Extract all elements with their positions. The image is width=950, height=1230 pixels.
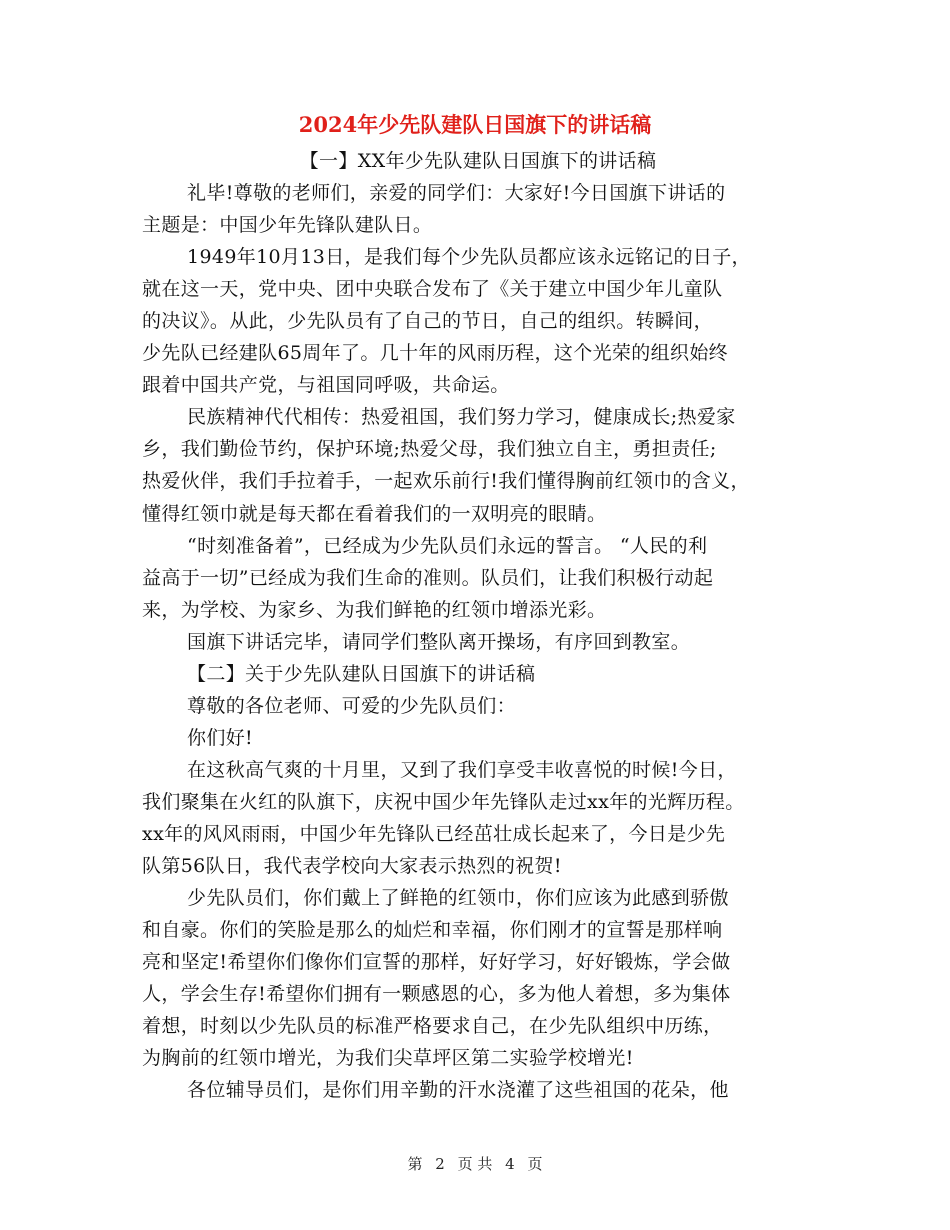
body-text-line: 热爱伙伴，我们手拉着手，一起欢乐前行!我们懂得胸前红领巾的含义，	[142, 470, 750, 493]
body-text-line: 民族精神代代相传：热爱祖国，我们努力学习，健康成长;热爱家	[187, 406, 736, 429]
page-footer	[0, 1153, 950, 1175]
body-text-line: 益高于一切”已经成为我们生命的准则。队员们，让我们积极行动起	[142, 566, 714, 589]
footer-suffix: 页	[527, 1155, 543, 1173]
body-text-line: 【二】关于少先队建队日国旗下的讲话稿	[187, 662, 536, 685]
body-text-line: 国旗下讲话完毕，请同学们整队离开操场，有序回到教室。	[187, 630, 691, 653]
body-text-line: 尊敬的各位老师、可爱的少先队员们：	[187, 694, 516, 717]
body-text-line: 为胸前的红领巾增光，为我们尖草坪区第二实验学校增光!	[142, 1047, 634, 1070]
body-text-line: 少先队员们，你们戴上了鲜艳的红领巾，你们应该为此感到骄傲	[187, 887, 729, 910]
body-text-line: 和自豪。你们的笑脸是那么的灿烂和幸福，你们刚才的宣誓是那样响	[142, 919, 723, 942]
body-text-line: xx年的风风雨雨，中国少年先锋队已经茁壮成长起来了，今日是少先	[142, 822, 726, 845]
footer-total-pages: 4	[505, 1155, 515, 1173]
body-text-line: 着想，时刻以少先队员的标准严格要求自己，在少先队组织中历练，	[142, 1015, 723, 1038]
body-text-line: 跟着中国共产党，与祖国同呼吸，共命运。	[142, 374, 510, 397]
body-text-line: 你们好!	[187, 726, 254, 749]
body-text-line: 礼毕!尊敬的老师们，亲爱的同学们：大家好!今日国旗下讲话的	[187, 182, 726, 205]
body-text-line: 乡，我们勤俭节约，保护环境;热爱父母，我们独立自主，勇担责任;	[142, 438, 717, 461]
footer-page-number: 2	[435, 1155, 445, 1173]
body-text-line: 1949年10月13日，是我们每个少先队员都应该永远铭记的日子，	[187, 246, 751, 269]
footer-middle: 页 共	[457, 1155, 493, 1173]
body-text-line: 队第56队日，我代表学校向大家表示热烈的祝贺!	[142, 855, 562, 878]
footer-prefix: 第	[407, 1155, 423, 1173]
section-heading-line: 【一】XX年少先队建队日国旗下的讲话稿	[299, 150, 657, 172]
body-text-line: 我们聚集在火红的队旗下，庆祝中国少年先锋队走过xx年的光辉历程。	[142, 790, 745, 813]
document-title: 2024年少先队建队日国旗下的讲话稿	[298, 112, 652, 137]
document-body	[142, 145, 814, 1106]
body-text-line: 主题是：中国少年先锋队建队日。	[142, 214, 433, 237]
body-text-line: 的决议》。从此，少先队员有了自己的节日，自己的组织。转瞬间，	[142, 310, 714, 333]
body-text-line: 来，为学校、为家乡、为我们鲜艳的红领巾增添光彩。	[142, 598, 607, 621]
body-text-line: 在这秋高气爽的十月里，又到了我们享受丰收喜悦的时候!今日，	[187, 758, 737, 781]
body-text-line: 就在这一天，党中央、团中央联合发布了《关于建立中国少年儿童队	[142, 278, 723, 301]
body-text-line: 亮和坚定!希望你们像你们宣誓的那样，好好学习，好好锻炼，学会做	[142, 951, 731, 974]
body-text-line: 懂得红领巾就是每天都在看着我们的一双明亮的眼睛。	[142, 502, 607, 525]
body-text-line: 人，学会生存!希望你们拥有一颗感恩的心，多为他人着想，多为集体	[142, 983, 731, 1006]
body-text-line: 各位辅导员们，是你们用辛勤的汗水浇灌了这些祖国的花朵，他	[187, 1079, 729, 1102]
body-text-line: 少先队已经建队65周年了。几十年的风雨历程，这个光荣的组织始终	[142, 342, 729, 365]
body-text-line: “时刻准备着”，已经成为少先队员们永远的誓言。 “人民的利	[187, 534, 708, 557]
